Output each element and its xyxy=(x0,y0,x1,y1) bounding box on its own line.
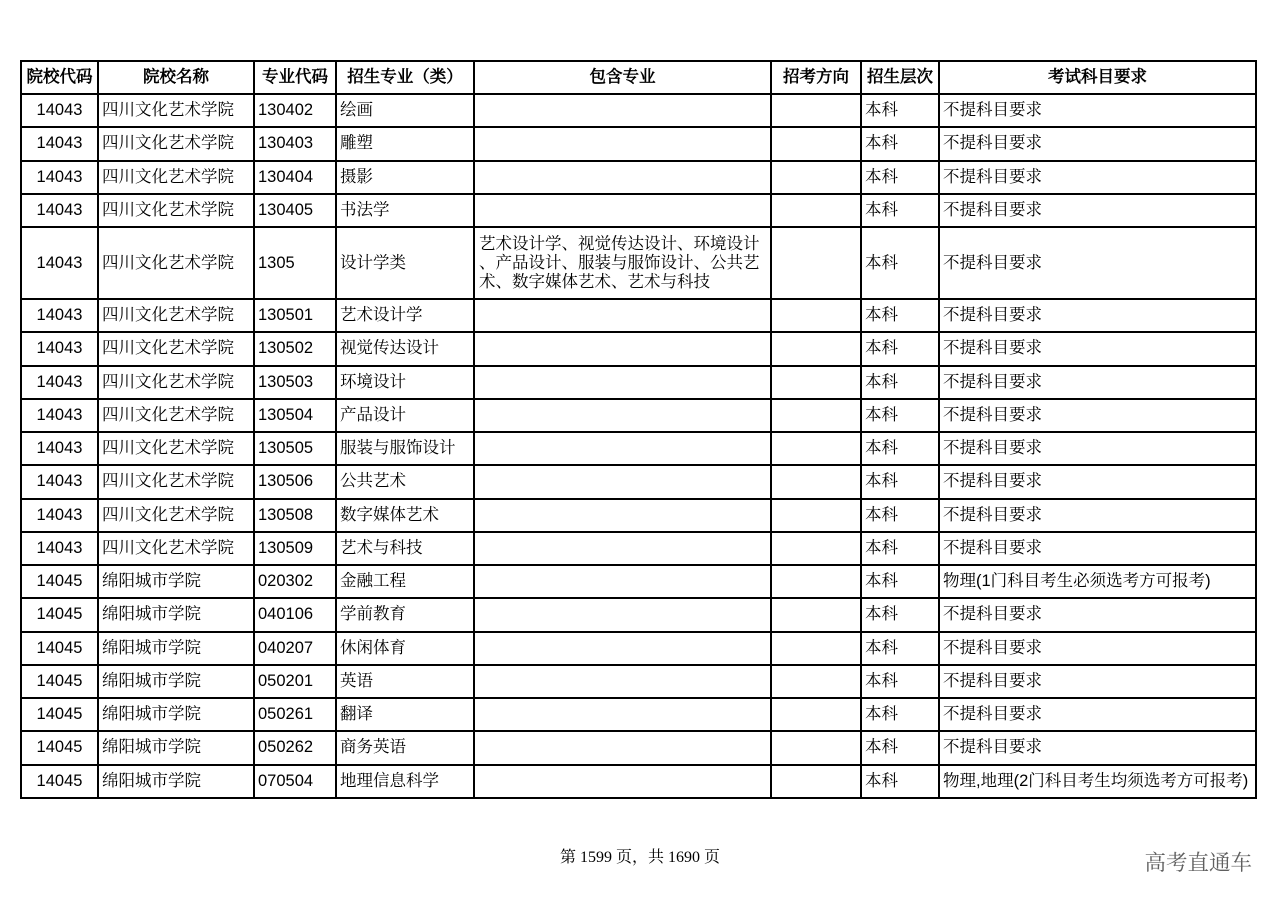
included-majors-cell xyxy=(474,632,771,665)
major-name-cell: 英语 xyxy=(336,665,474,698)
major-code-cell: 050261 xyxy=(254,698,336,731)
major-name-cell: 公共艺术 xyxy=(336,465,474,498)
subject-requirement-cell: 不提科目要求 xyxy=(939,698,1256,731)
header-major-code: 专业代码 xyxy=(254,61,336,94)
subject-requirement-cell: 不提科目要求 xyxy=(939,161,1256,194)
major-name-cell: 产品设计 xyxy=(336,399,474,432)
included-majors-cell xyxy=(474,499,771,532)
major-code-cell: 130505 xyxy=(254,432,336,465)
subject-requirement-cell: 不提科目要求 xyxy=(939,227,1256,299)
exam-direction-cell xyxy=(771,632,861,665)
table-header xyxy=(21,61,1256,94)
exam-direction-cell xyxy=(771,332,861,365)
school-name-cell: 四川文化艺术学院 xyxy=(98,194,254,227)
subject-requirement-cell: 不提科目要求 xyxy=(939,366,1256,399)
included-majors-cell xyxy=(474,765,771,798)
major-code-cell: 130506 xyxy=(254,465,336,498)
included-majors-cell xyxy=(474,332,771,365)
major-code-cell: 1305 xyxy=(254,227,336,299)
enrollment-level-cell: 本科 xyxy=(861,765,939,798)
school-name-cell: 四川文化艺术学院 xyxy=(98,227,254,299)
school-name-cell: 绵阳城市学院 xyxy=(98,765,254,798)
school-name-cell: 绵阳城市学院 xyxy=(98,665,254,698)
major-code-cell: 050201 xyxy=(254,665,336,698)
major-code-cell: 130405 xyxy=(254,194,336,227)
enrollment-level-cell: 本科 xyxy=(861,161,939,194)
exam-direction-cell xyxy=(771,765,861,798)
page-footer xyxy=(0,848,1280,868)
exam-direction-cell xyxy=(771,432,861,465)
major-name-cell: 地理信息科学 xyxy=(336,765,474,798)
enrollment-level-cell: 本科 xyxy=(861,227,939,299)
table-row xyxy=(21,432,1256,465)
school-code-cell: 14043 xyxy=(21,332,98,365)
enrollment-level-cell: 本科 xyxy=(861,366,939,399)
admissions-table xyxy=(20,60,1257,799)
major-code-cell: 040207 xyxy=(254,632,336,665)
included-majors-cell xyxy=(474,194,771,227)
enrollment-level-cell: 本科 xyxy=(861,565,939,598)
major-code-cell: 130402 xyxy=(254,94,336,127)
school-name-cell: 四川文化艺术学院 xyxy=(98,499,254,532)
table-row xyxy=(21,399,1256,432)
subject-requirement-cell: 不提科目要求 xyxy=(939,465,1256,498)
school-code-cell: 14043 xyxy=(21,194,98,227)
school-code-cell: 14045 xyxy=(21,665,98,698)
subject-requirement-cell: 不提科目要求 xyxy=(939,598,1256,631)
enrollment-level-cell: 本科 xyxy=(861,598,939,631)
school-code-cell: 14045 xyxy=(21,731,98,764)
major-code-cell: 050262 xyxy=(254,731,336,764)
table-row xyxy=(21,465,1256,498)
exam-direction-cell xyxy=(771,598,861,631)
school-name-cell: 四川文化艺术学院 xyxy=(98,532,254,565)
major-code-cell: 130509 xyxy=(254,532,336,565)
major-code-cell: 130503 xyxy=(254,366,336,399)
subject-requirement-cell: 不提科目要求 xyxy=(939,299,1256,332)
table-row xyxy=(21,731,1256,764)
included-majors-cell xyxy=(474,94,771,127)
major-name-cell: 设计学类 xyxy=(336,227,474,299)
exam-direction-cell xyxy=(771,94,861,127)
enrollment-level-cell: 本科 xyxy=(861,399,939,432)
subject-requirement-cell: 物理(1门科目考生必须选考方可报考) xyxy=(939,565,1256,598)
school-name-cell: 四川文化艺术学院 xyxy=(98,332,254,365)
school-name-cell: 绵阳城市学院 xyxy=(98,565,254,598)
page-prefix: 第 xyxy=(559,849,576,866)
major-code-cell: 130403 xyxy=(254,127,336,160)
school-code-cell: 14043 xyxy=(21,94,98,127)
exam-direction-cell xyxy=(771,499,861,532)
major-code-cell: 130404 xyxy=(254,161,336,194)
included-majors-cell xyxy=(474,565,771,598)
exam-direction-cell xyxy=(771,194,861,227)
major-name-cell: 环境设计 xyxy=(336,366,474,399)
major-code-cell: 130504 xyxy=(254,399,336,432)
school-code-cell: 14043 xyxy=(21,366,98,399)
header-school-name: 院校名称 xyxy=(98,61,254,94)
school-name-cell: 绵阳城市学院 xyxy=(98,731,254,764)
school-code-cell: 14043 xyxy=(21,465,98,498)
exam-direction-cell xyxy=(771,698,861,731)
enrollment-level-cell: 本科 xyxy=(861,194,939,227)
included-majors-cell xyxy=(474,366,771,399)
table-row xyxy=(21,299,1256,332)
exam-direction-cell xyxy=(771,665,861,698)
included-majors-cell xyxy=(474,127,771,160)
school-code-cell: 14045 xyxy=(21,598,98,631)
school-code-cell: 14045 xyxy=(21,765,98,798)
table-row xyxy=(21,94,1256,127)
school-name-cell: 四川文化艺术学院 xyxy=(98,161,254,194)
major-name-cell: 休闲体育 xyxy=(336,632,474,665)
table-row xyxy=(21,632,1256,665)
enrollment-level-cell: 本科 xyxy=(861,499,939,532)
page-middle-text: 页，共 xyxy=(615,849,664,866)
exam-direction-cell xyxy=(771,399,861,432)
subject-requirement-cell: 不提科目要求 xyxy=(939,665,1256,698)
enrollment-level-cell: 本科 xyxy=(861,94,939,127)
exam-direction-cell xyxy=(771,465,861,498)
school-name-cell: 四川文化艺术学院 xyxy=(98,94,254,127)
school-code-cell: 14045 xyxy=(21,632,98,665)
table-row xyxy=(21,227,1256,299)
school-code-cell: 14043 xyxy=(21,499,98,532)
exam-direction-cell xyxy=(771,366,861,399)
header-enrollment-level: 招生层次 xyxy=(861,61,939,94)
major-name-cell: 翻译 xyxy=(336,698,474,731)
enrollment-level-cell: 本科 xyxy=(861,532,939,565)
table-header-row xyxy=(21,61,1256,94)
enrollment-level-cell: 本科 xyxy=(861,332,939,365)
table-row xyxy=(21,532,1256,565)
exam-direction-cell xyxy=(771,532,861,565)
enrollment-level-cell: 本科 xyxy=(861,698,939,731)
included-majors-cell xyxy=(474,665,771,698)
major-code-cell: 040106 xyxy=(254,598,336,631)
subject-requirement-cell: 不提科目要求 xyxy=(939,632,1256,665)
major-name-cell: 艺术与科技 xyxy=(336,532,474,565)
exam-direction-cell xyxy=(771,161,861,194)
major-name-cell: 数字媒体艺术 xyxy=(336,499,474,532)
school-name-cell: 绵阳城市学院 xyxy=(98,698,254,731)
page-suffix: 页 xyxy=(704,849,721,866)
school-code-cell: 14045 xyxy=(21,698,98,731)
enrollment-level-cell: 本科 xyxy=(861,432,939,465)
school-code-cell: 14043 xyxy=(21,227,98,299)
subject-requirement-cell: 不提科目要求 xyxy=(939,94,1256,127)
enrollment-level-cell: 本科 xyxy=(861,127,939,160)
major-code-cell: 020302 xyxy=(254,565,336,598)
table-row xyxy=(21,565,1256,598)
enrollment-level-cell: 本科 xyxy=(861,731,939,764)
major-code-cell: 130501 xyxy=(254,299,336,332)
school-name-cell: 绵阳城市学院 xyxy=(98,598,254,631)
school-code-cell: 14043 xyxy=(21,532,98,565)
header-school-code: 院校代码 xyxy=(21,61,98,94)
table-row xyxy=(21,499,1256,532)
header-included-majors: 包含专业 xyxy=(474,61,771,94)
table-row xyxy=(21,765,1256,798)
enrollment-level-cell: 本科 xyxy=(861,632,939,665)
table-row xyxy=(21,698,1256,731)
included-majors-cell xyxy=(474,465,771,498)
enrollment-level-cell: 本科 xyxy=(861,465,939,498)
included-majors-cell xyxy=(474,598,771,631)
current-page-number: 1599 xyxy=(579,849,612,866)
school-name-cell: 四川文化艺术学院 xyxy=(98,399,254,432)
table-row xyxy=(21,332,1256,365)
major-code-cell: 130502 xyxy=(254,332,336,365)
exam-direction-cell xyxy=(771,227,861,299)
included-majors-cell xyxy=(474,731,771,764)
major-name-cell: 视觉传达设计 xyxy=(336,332,474,365)
subject-requirement-cell: 不提科目要求 xyxy=(939,127,1256,160)
school-name-cell: 四川文化艺术学院 xyxy=(98,366,254,399)
subject-requirement-cell: 不提科目要求 xyxy=(939,532,1256,565)
exam-direction-cell xyxy=(771,299,861,332)
school-code-cell: 14045 xyxy=(21,565,98,598)
included-majors-cell xyxy=(474,698,771,731)
major-name-cell: 绘画 xyxy=(336,94,474,127)
table-row xyxy=(21,127,1256,160)
major-name-cell: 金融工程 xyxy=(336,565,474,598)
header-exam-direction: 招考方向 xyxy=(771,61,861,94)
included-majors-cell: 艺术设计学、视觉传达设计、环境设计、产品设计、服装与服饰设计、公共艺术、数字媒体艺术、艺术与科技 xyxy=(474,227,771,299)
major-code-cell: 130508 xyxy=(254,499,336,532)
watermark: 高考直通车 xyxy=(1144,851,1252,876)
included-majors-cell xyxy=(474,532,771,565)
table-row xyxy=(21,366,1256,399)
included-majors-cell xyxy=(474,432,771,465)
exam-direction-cell xyxy=(771,127,861,160)
school-name-cell: 绵阳城市学院 xyxy=(98,632,254,665)
subject-requirement-cell: 不提科目要求 xyxy=(939,194,1256,227)
subject-requirement-cell: 不提科目要求 xyxy=(939,399,1256,432)
school-code-cell: 14043 xyxy=(21,161,98,194)
major-name-cell: 服装与服饰设计 xyxy=(336,432,474,465)
major-name-cell: 学前教育 xyxy=(336,598,474,631)
included-majors-cell xyxy=(474,161,771,194)
school-name-cell: 四川文化艺术学院 xyxy=(98,432,254,465)
major-name-cell: 摄影 xyxy=(336,161,474,194)
school-name-cell: 四川文化艺术学院 xyxy=(98,127,254,160)
total-pages-number: 1690 xyxy=(668,849,700,866)
school-code-cell: 14043 xyxy=(21,127,98,160)
subject-requirement-cell: 不提科目要求 xyxy=(939,499,1256,532)
major-code-cell: 070504 xyxy=(254,765,336,798)
subject-requirement-cell: 不提科目要求 xyxy=(939,432,1256,465)
table-body xyxy=(21,94,1256,798)
school-code-cell: 14043 xyxy=(21,432,98,465)
exam-direction-cell xyxy=(771,565,861,598)
table-row xyxy=(21,194,1256,227)
included-majors-cell xyxy=(474,299,771,332)
major-name-cell: 书法学 xyxy=(336,194,474,227)
school-name-cell: 四川文化艺术学院 xyxy=(98,299,254,332)
major-name-cell: 雕塑 xyxy=(336,127,474,160)
school-code-cell: 14043 xyxy=(21,299,98,332)
table-row xyxy=(21,665,1256,698)
table-row xyxy=(21,598,1256,631)
major-name-cell: 艺术设计学 xyxy=(336,299,474,332)
school-code-cell: 14043 xyxy=(21,399,98,432)
header-major: 招生专业（类） xyxy=(336,61,474,94)
included-majors-cell xyxy=(474,399,771,432)
header-subject-requirement: 考试科目要求 xyxy=(939,61,1256,94)
subject-requirement-cell: 不提科目要求 xyxy=(939,332,1256,365)
enrollment-level-cell: 本科 xyxy=(861,299,939,332)
school-name-cell: 四川文化艺术学院 xyxy=(98,465,254,498)
major-name-cell: 商务英语 xyxy=(336,731,474,764)
table-row xyxy=(21,161,1256,194)
subject-requirement-cell: 不提科目要求 xyxy=(939,731,1256,764)
exam-direction-cell xyxy=(771,731,861,764)
subject-requirement-cell: 物理,地理(2门科目考生均须选考方可报考) xyxy=(939,765,1256,798)
enrollment-level-cell: 本科 xyxy=(861,665,939,698)
